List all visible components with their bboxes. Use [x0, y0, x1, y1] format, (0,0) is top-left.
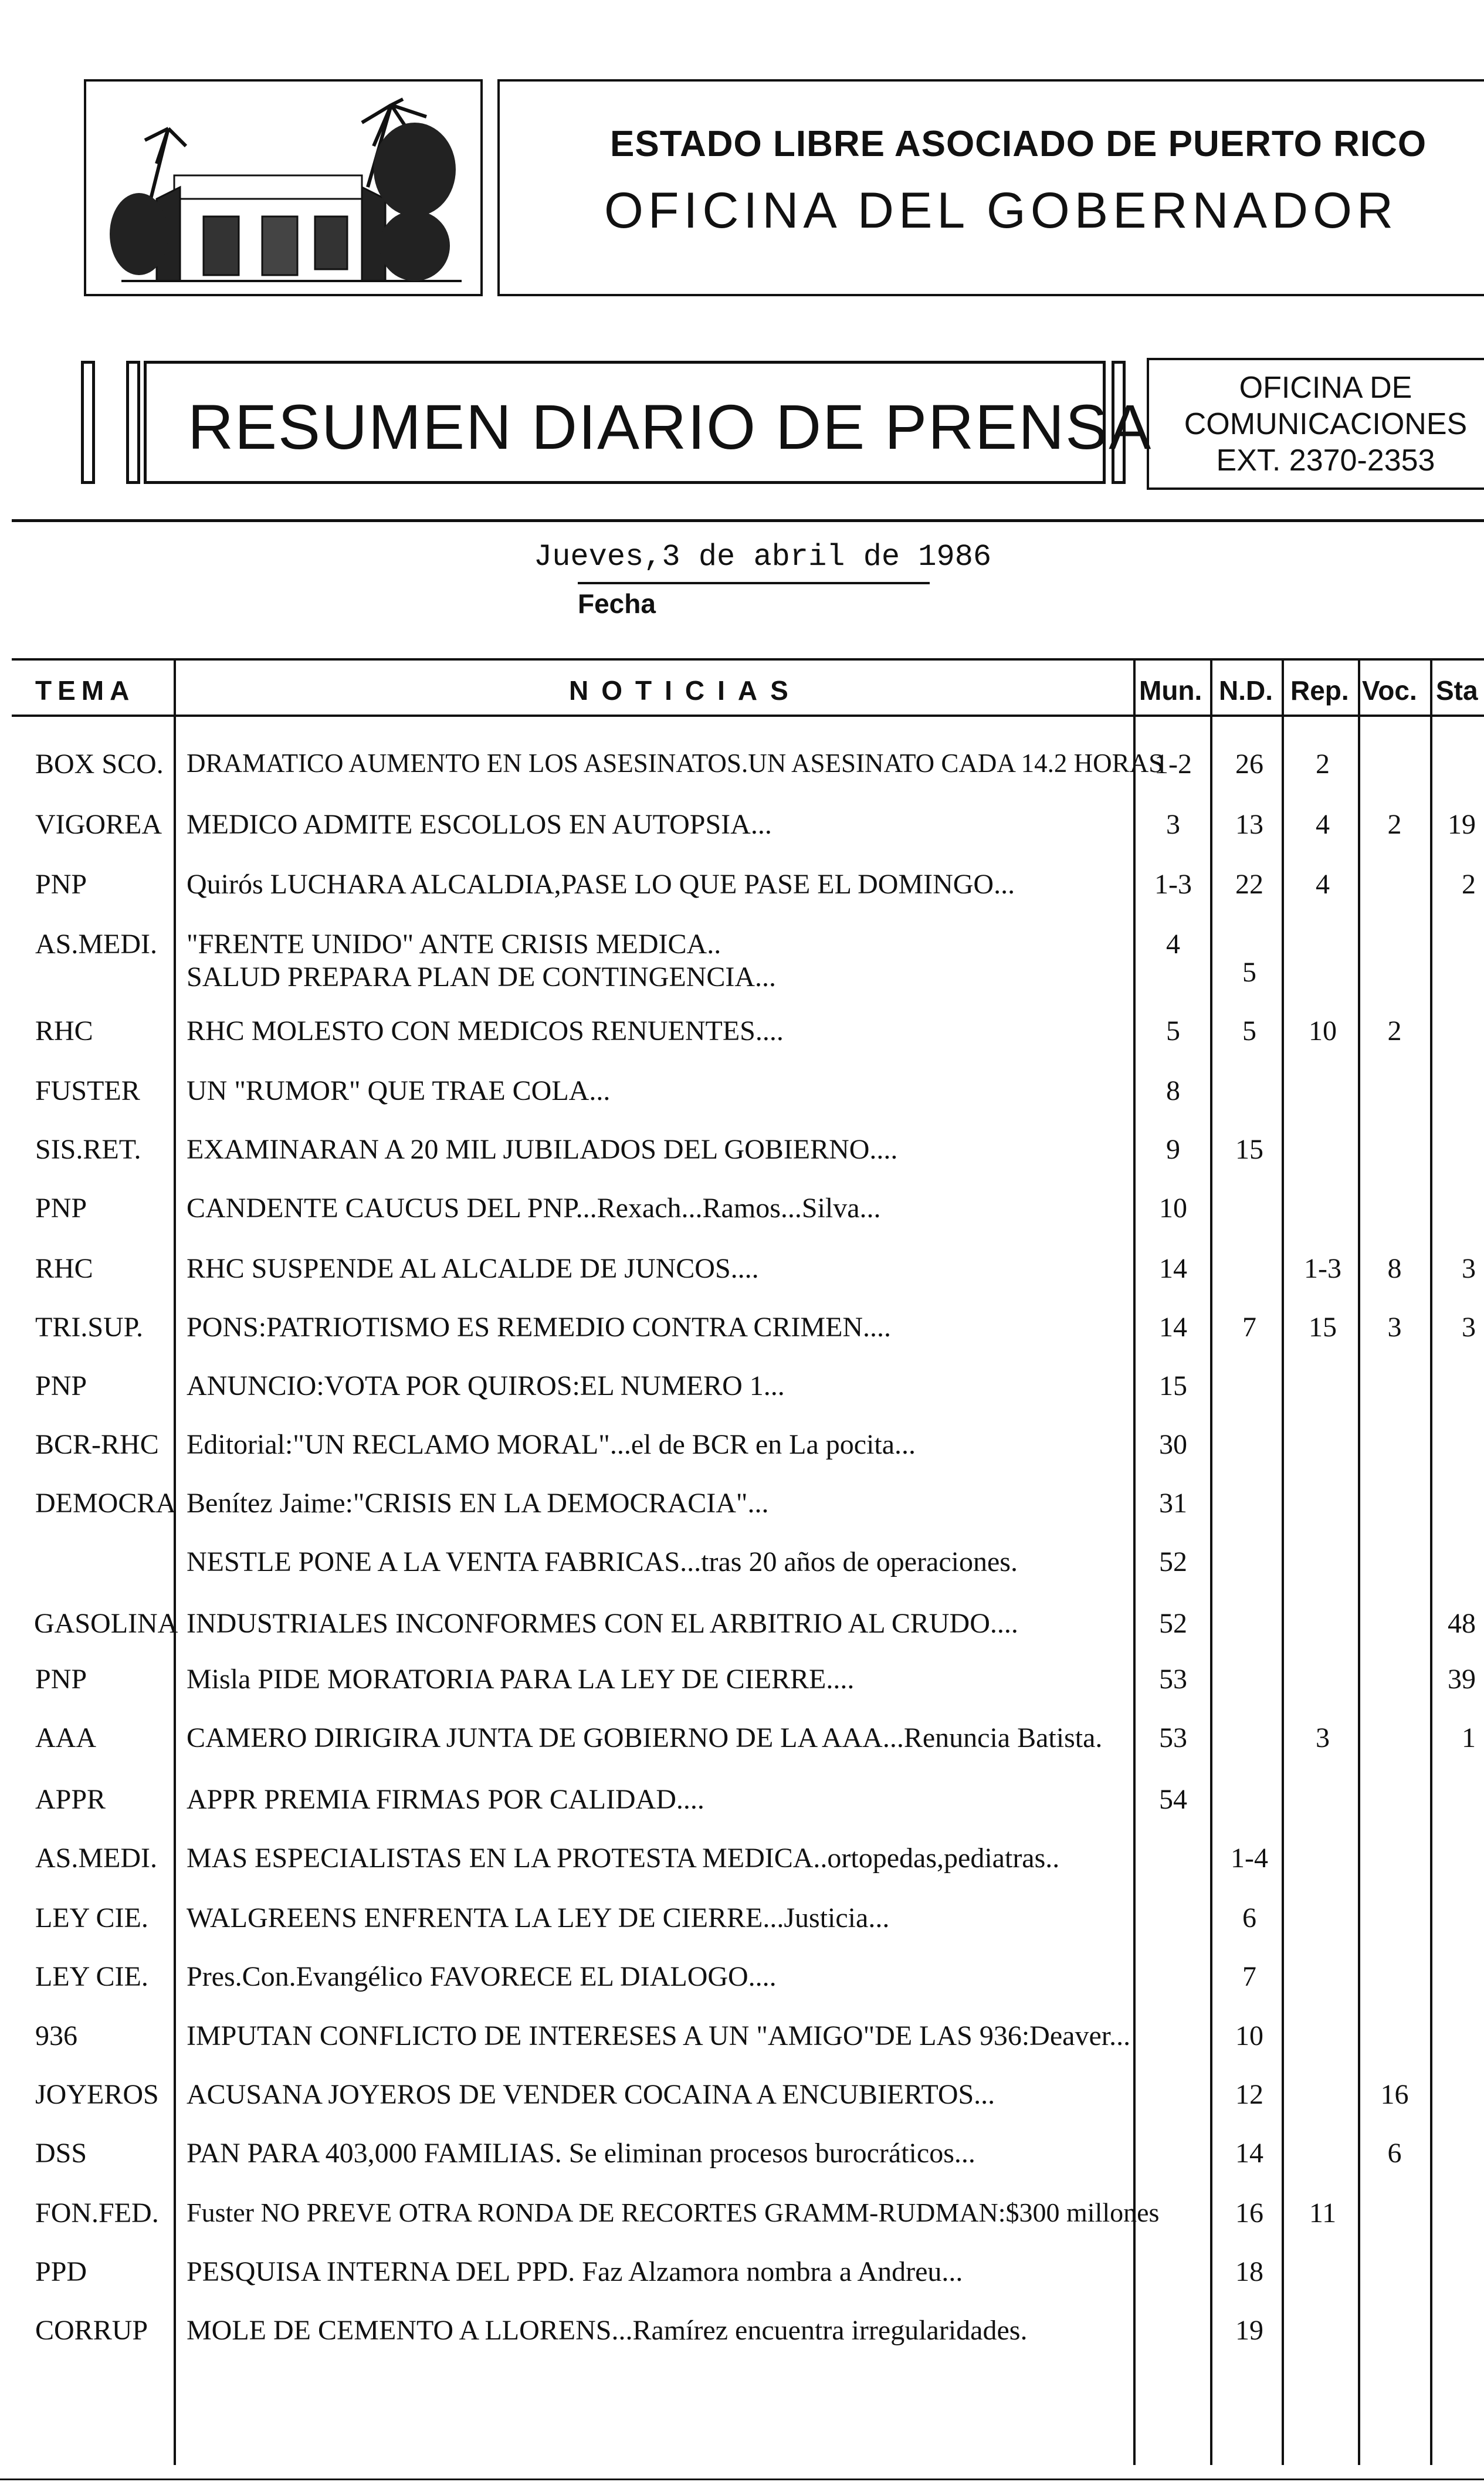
row-topic: DSS	[35, 2138, 87, 2169]
row-mun: 8	[1166, 1075, 1180, 1106]
row-mun: 3	[1166, 809, 1180, 840]
col-divider-noticias	[1133, 658, 1136, 2465]
row-topic: RHC	[35, 1253, 93, 1284]
row-mun: 9	[1166, 1134, 1180, 1165]
row-headline: PONS:PATRIOTISMO ES REMEDIO CONTRA CRIMEN....	[187, 1312, 892, 1343]
row-headline: Quirós LUCHARA ALCALDIA,PASE LO QUE PASE EL DOMINGO...	[187, 869, 1015, 900]
row-sta: 3	[1462, 1312, 1476, 1343]
row-topic: CORRUP	[35, 2315, 148, 2346]
row-headline: MAS ESPECIALISTAS EN LA PROTESTA MEDICA..ortopedas,pediatras..	[187, 1843, 1060, 1874]
row-mun: 15	[1159, 1370, 1187, 1401]
office-line-2: COMUNICACIONES	[1184, 407, 1468, 441]
date-underline	[578, 582, 930, 584]
row-nd: 14	[1235, 2138, 1263, 2169]
row-nd: 18	[1235, 2256, 1263, 2287]
banner-left-bars	[81, 361, 95, 484]
row-sta: 3	[1462, 1253, 1476, 1284]
row-headline: Pres.Con.Evangélico FAVORECE EL DIALOGO....	[187, 1961, 777, 1992]
office-line-1: OFICINA DE	[1239, 371, 1412, 405]
document-title: RESUMEN DIARIO DE PRENSA	[188, 391, 1153, 462]
row-mun: 53	[1159, 1664, 1187, 1695]
date-label: Fecha	[578, 588, 656, 619]
row-sta: 48	[1448, 1608, 1476, 1639]
row-rep: 4	[1316, 869, 1330, 900]
row-topic: PNP	[35, 869, 87, 900]
row-rep: 4	[1316, 809, 1330, 840]
row-topic: TRI.SUP.	[35, 1312, 144, 1343]
row-topic: 936	[35, 2020, 77, 2051]
row-mun: 14	[1159, 1312, 1187, 1343]
row-nd: 7	[1242, 1312, 1256, 1343]
row-rep: 3	[1316, 1722, 1330, 1753]
row-sta: 1	[1462, 1722, 1476, 1753]
row-topic: BCR-RHC	[35, 1429, 159, 1460]
row-headline: NESTLE PONE A LA VENTA FABRICAS...tras 20 años de operaciones.	[187, 1546, 1018, 1577]
row-nd: 13	[1235, 809, 1263, 840]
row-mun: 53	[1159, 1722, 1187, 1753]
col-divider-nd	[1282, 658, 1284, 2465]
row-topic: LEY CIE.	[35, 1961, 148, 1992]
row-nd: 6	[1242, 1902, 1256, 1934]
row-headline: APPR PREMIA FIRMAS POR CALIDAD....	[187, 1784, 704, 1815]
row-mun: 30	[1159, 1429, 1187, 1460]
row-nd: 5	[1242, 957, 1256, 988]
row-headline: Fuster NO PREVE OTRA RONDA DE RECORTES GRAMM-RUDMAN:$300 millones	[187, 2198, 1160, 2227]
row-headline: PAN PARA 403,000 FAMILIAS. Se eliminan procesos burocráticos...	[187, 2138, 975, 2169]
row-headline: "FRENTE UNIDO" ANTE CRISIS MEDICA..	[187, 929, 721, 960]
row-topic: APPR	[35, 1784, 106, 1815]
row-topic: PNP	[35, 1370, 87, 1401]
row-headline: Editorial:"UN RECLAMO MORAL"...el de BCR en La pocita...	[187, 1429, 916, 1460]
row-mun: 52	[1159, 1546, 1187, 1577]
row-voc: 2	[1387, 1015, 1402, 1047]
row-topic: RHC	[35, 1015, 93, 1047]
col-header-sta: Sta	[1436, 675, 1478, 706]
row-nd: 19	[1235, 2315, 1263, 2346]
row-headline-second-line: SALUD PREPARA PLAN DE CONTINGENCIA...	[187, 961, 776, 993]
row-nd: 16	[1235, 2198, 1263, 2229]
row-mun: 1-2	[1154, 749, 1192, 780]
row-mun: 1-3	[1154, 869, 1192, 900]
col-divider-rep	[1358, 658, 1360, 2465]
logo-box	[84, 79, 483, 296]
row-mun: 54	[1159, 1784, 1187, 1815]
state-name: ESTADO LIBRE ASOCIADO DE PUERTO RICO	[610, 124, 1427, 164]
row-rep: 10	[1309, 1015, 1337, 1047]
row-headline: RHC SUSPENDE AL ALCALDE DE JUNCOS....	[187, 1253, 759, 1284]
office-line-3: EXT. 2370-2353	[1216, 443, 1435, 478]
date-value: Jueves,3 de abril de 1986	[534, 540, 992, 574]
col-header-nd: N.D.	[1219, 675, 1273, 706]
row-headline: Benítez Jaime:"CRISIS EN LA DEMOCRACIA"...	[187, 1488, 769, 1519]
row-nd: 1-4	[1231, 1843, 1268, 1874]
row-headline: DRAMATICO AUMENTO EN LOS ASESINATOS.UN ASESINATO CADA 14.2 HORAS	[187, 749, 1164, 778]
row-rep: 15	[1309, 1312, 1337, 1343]
row-nd: 7	[1242, 1961, 1256, 1992]
row-topic: PNP	[35, 1193, 87, 1224]
row-topic: PPD	[35, 2256, 87, 2287]
row-topic: LEY CIE.	[35, 1902, 148, 1934]
row-topic: VIGOREA	[35, 809, 162, 840]
row-headline: CANDENTE CAUCUS DEL PNP...Rexach...Ramos...Silva...	[187, 1193, 881, 1224]
row-topic: BOX SCO.	[35, 749, 164, 780]
table-top-rule	[12, 658, 1484, 661]
row-nd: 15	[1235, 1134, 1263, 1165]
row-topic: SIS.RET.	[35, 1134, 141, 1165]
row-mun: 10	[1159, 1193, 1187, 1224]
row-mun: 5	[1166, 1015, 1180, 1047]
row-headline: UN "RUMOR" QUE TRAE COLA...	[187, 1075, 611, 1106]
row-voc: 2	[1387, 809, 1402, 840]
row-mun: 4	[1166, 929, 1180, 960]
row-topic: AS.MEDI.	[35, 929, 158, 960]
header-divider	[12, 519, 1484, 522]
row-nd: 26	[1235, 749, 1263, 780]
col-header-tema: TEMA	[35, 675, 135, 706]
row-headline: RHC MOLESTO CON MEDICOS RENUENTES....	[187, 1015, 784, 1047]
government-building-illustration	[86, 82, 480, 294]
row-topic: DEMOCRA	[35, 1488, 177, 1519]
col-header-mun: Mun.	[1139, 675, 1202, 706]
row-topic: AAA	[35, 1722, 96, 1753]
row-topic: FUSTER	[35, 1075, 140, 1106]
row-mun: 52	[1159, 1608, 1187, 1639]
banner-left-bars-2	[126, 361, 140, 484]
row-sta: 39	[1448, 1664, 1476, 1695]
row-headline: EXAMINARAN A 20 MIL JUBILADOS DEL GOBIERNO....	[187, 1134, 898, 1165]
row-headline: MEDICO ADMITE ESCOLLOS EN AUTOPSIA...	[187, 809, 772, 840]
row-headline: Misla PIDE MORATORIA PARA LA LEY DE CIERRE....	[187, 1664, 855, 1695]
row-headline: IMPUTAN CONFLICTO DE INTERESES A UN "AMIGO"DE LAS 936:Deaver...	[187, 2020, 1131, 2051]
row-voc: 3	[1387, 1312, 1402, 1343]
row-rep: 2	[1316, 749, 1330, 780]
row-nd: 5	[1242, 1015, 1256, 1047]
row-headline: INDUSTRIALES INCONFORMES CON EL ARBITRIO AL CRUDO....	[187, 1608, 1018, 1639]
table-header-rule	[12, 715, 1484, 717]
col-divider-voc	[1430, 658, 1432, 2465]
row-voc: 16	[1380, 2079, 1409, 2110]
row-nd: 22	[1235, 869, 1263, 900]
row-rep: 1-3	[1304, 1253, 1341, 1284]
row-topic: FON.FED.	[35, 2198, 159, 2229]
row-sta: 2	[1462, 869, 1476, 900]
row-headline: ANUNCIO:VOTA POR QUIROS:EL NUMERO 1...	[187, 1370, 785, 1401]
col-header-rep: Rep.	[1290, 675, 1349, 706]
row-headline: PESQUISA INTERNA DEL PPD. Faz Alzamora nombra a Andreu...	[187, 2256, 963, 2287]
row-topic: PNP	[35, 1664, 87, 1695]
col-header-noticias: NOTICIAS	[569, 675, 801, 706]
office-info	[1167, 370, 1484, 479]
office-name: OFICINA DEL GOBERNADOR	[604, 182, 1398, 239]
row-voc: 8	[1387, 1253, 1402, 1284]
row-headline: CAMERO DIRIGIRA JUNTA DE GOBIERNO DE LA AAA...Renuncia Batista.	[187, 1722, 1103, 1753]
col-divider-tema	[174, 658, 176, 2465]
row-topic: JOYEROS	[35, 2079, 159, 2110]
row-rep: 11	[1309, 2198, 1337, 2229]
row-voc: 6	[1387, 2138, 1402, 2169]
row-headline: WALGREENS ENFRENTA LA LEY DE CIERRE...Justicia...	[187, 1902, 890, 1934]
row-headline: MOLE DE CEMENTO A LLORENS...Ramírez encuentra irregularidades.	[187, 2315, 1028, 2346]
row-topic: GASOLINA	[34, 1608, 178, 1639]
col-divider-mun	[1210, 658, 1212, 2465]
row-nd: 12	[1235, 2079, 1263, 2110]
row-mun: 14	[1159, 1253, 1187, 1284]
row-headline: ACUSANA JOYEROS DE VENDER COCAINA A ENCUBIERTOS...	[187, 2079, 995, 2110]
row-mun: 31	[1159, 1488, 1187, 1519]
row-sta: 19	[1448, 809, 1476, 840]
page-bottom-rule	[0, 2479, 1484, 2480]
col-header-voc: Voc.	[1362, 675, 1417, 706]
row-topic: AS.MEDI.	[35, 1843, 158, 1874]
row-nd: 10	[1235, 2020, 1263, 2051]
